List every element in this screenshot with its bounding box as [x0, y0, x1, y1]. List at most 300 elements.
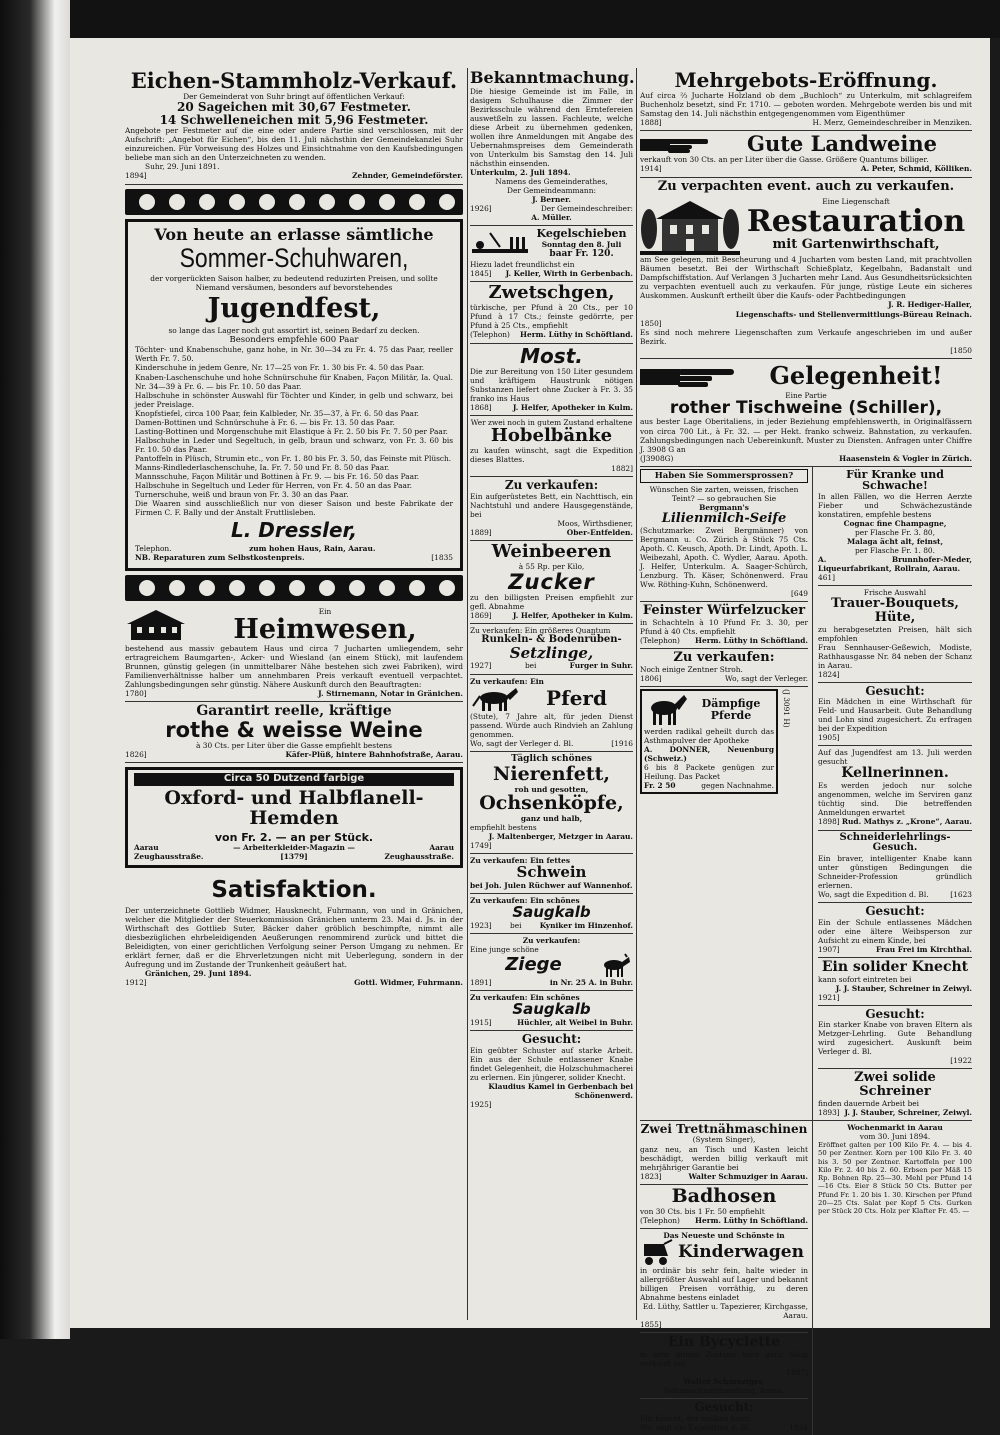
ad-bekanntmachung — [470, 68, 633, 226]
shoe-price-item: Mannsschuhe, Façon Militär und Bottinen à Fr. 9. — bis Fr. 16. 50 das Paar. — [135, 471, 420, 481]
shoe-price-item: Damen-Bottinen und Schnürschuhe à Fr. 6. — bis Fr. 13. 50 das Paar. — [135, 417, 395, 427]
ad-pferd — [470, 675, 633, 752]
ad-ziege — [470, 934, 633, 991]
ad-text: in ordinär bis sehr fein, halte wieder in allergrößter Auswahl auf Lager und bekannt billigen Preisen vorräthig, zu deren Abnahme bestens einladet — [640, 1266, 808, 1303]
ad-kegel — [470, 226, 633, 282]
ad-note: NB. Reparaturen zum Selbstkostenpreis. — [135, 553, 305, 563]
ad-text: Ein Mädchen in eine Wirthschaft für Feld- und Hausarbeit. Gute Behandlung und Lohn sind zugesichert. Zu erfragen bei der Expedition — [818, 697, 972, 734]
ad-signer: Zehnder, Gemeindeförster. — [352, 171, 463, 181]
restaurant-building-icon — [640, 193, 740, 255]
ad-ref: 1923] — [470, 920, 492, 930]
ad-ref: 1893] — [818, 1107, 840, 1117]
ad-ref: 1845] — [470, 269, 492, 279]
ad-ref: [1835 — [431, 553, 453, 563]
ad-text: zu herabgesetzten Preisen, hält sich empfohlen — [818, 624, 972, 643]
ad-street: Zeughausstraße. — [384, 852, 454, 862]
column-rule — [636, 68, 637, 1320]
ad-ref: 1850] — [640, 318, 662, 328]
ad-agency: Haasenstein & Vogler in Zürich. — [839, 453, 972, 463]
ad-lead: Das Neueste und Schönste in — [663, 1231, 785, 1241]
house-icon — [125, 608, 187, 642]
ad-signer: Herm. Lüthy in Schöftland. — [695, 1215, 808, 1225]
shoe-price-item: Kinderschuhe in jedem Genre, Nr. 17—25 von Fr. 1. 30 bis Fr. 4. 50 das Paar. — [135, 363, 425, 373]
ad-heimwesen — [125, 605, 463, 703]
ad-signer: Rud. Mathys z. „Krone“, Aarau. — [841, 817, 972, 827]
ad-prize: baar Fr. 120. — [549, 249, 614, 260]
ad-title: Zucker — [508, 569, 595, 594]
ad-text: (Stute), 7 Jahre alt, für jeden Dienst passend. Würde auch Rindvieh an Zahlung genommen. — [470, 711, 633, 739]
ad-zwetschgen — [470, 282, 633, 343]
ad-text: Noch einige Zentner Stroh. — [640, 664, 743, 674]
ad-weine — [125, 702, 463, 763]
ad-lead: Zu verkaufen: Ein — [470, 676, 544, 686]
ad-title: Runkeln- & Bodenrüben- — [481, 634, 622, 646]
ad-lead: Zu verkaufen: Ein schönes — [470, 993, 580, 1003]
ad-sign: J. Berner. — [532, 195, 571, 205]
ad-ref: 1921] — [818, 992, 840, 1002]
ad-title: Schneiderlehrlings-Gesuch. — [839, 831, 951, 854]
ad-signer: Klaudius Kamel in Gerbenbach bei Schönenwerd. — [488, 1081, 633, 1100]
ad-tel: Telephon. — [135, 544, 172, 553]
ad-signer: J. Maltenberger, Metzger in Aarau. — [488, 832, 633, 841]
ad-title: Wochenmarkt in Aarau — [847, 1122, 943, 1132]
ad-lead: Zu verkaufen: Ein größeres Quantum — [470, 626, 611, 636]
ad-ref: 1882] — [611, 463, 633, 473]
ad-lead: Frische Auswahl — [863, 588, 927, 598]
ad-title: Ziege — [505, 954, 562, 976]
ad-schneider — [818, 831, 972, 903]
column-left — [125, 68, 463, 990]
ad-ref: [1916 — [611, 738, 633, 748]
ad-text: Der Gemeinderat von Suhr bringt auf öffentlichen Verkauf: — [183, 92, 405, 102]
ad-note: Es sind noch mehrere Liegenschaften zum Verkaufe angeschrieben im und außer Bezirk. — [640, 327, 972, 346]
ad-signer: Furger in Suhr. — [569, 661, 633, 671]
ad-text: aus bester Lage Oberitaliens, in jeder Beziehung empfehlenswerth, in Originalfässern von circa 700 Lit., à Fr. 32. — per Hekt. franko schweiz. Bahnstation, zu verkaufen. Zahlungsbedingungen nach Uebereinkunft. Muster zu Diensten. Anfragen unter Chiffre J. 3908 G an — [640, 417, 972, 454]
ad-title: Weinbeeren — [491, 540, 612, 562]
scan-binding-edge — [0, 0, 70, 1339]
ad-kinderwagen — [640, 1229, 808, 1333]
ad-signer: Ed. Lüthy, Sattler u. Tapezierer, Kirchgasse, Aarau. — [642, 1302, 808, 1321]
ad-title: Kegelschieben — [536, 227, 627, 241]
ad-title: Setzlinge, — [509, 643, 594, 662]
ad-brand: Bergmann's — [699, 503, 749, 513]
ad-sign: Der Gemeindeschreiber: — [540, 204, 633, 214]
ad-text: von 30 Cts. bis 1 Fr. 50 empfiehlt — [640, 1206, 765, 1216]
ad-ref: 1889] — [470, 527, 492, 537]
ad-signer: J. J. Stauber, Schreiner in Zeiwyl. — [835, 983, 972, 993]
ad-text: kann sofort eintreten bei — [818, 974, 912, 984]
ad-zuverkaufen-bett — [470, 477, 633, 541]
ad-title: Nierenfett, — [492, 763, 610, 786]
ad-title: Most. — [520, 343, 583, 368]
ad-text: Angebote per Festmeter auf die eine oder andere Partie sind verschlossen, mit der Aufschrift: „Angebot für Eichen“, bis den 11. Juli nächsthin der Gemeindekanzlei Suhr einzureichen. Für Vorweisung des Holzes und Einsichtnahme von den Kaufsbedingungen beliebe man sich an den Unterzeichneten zu wenden. — [125, 126, 463, 163]
ad-text: werden radikal geheilt durch das Asthmapulver der Apotheke — [644, 727, 774, 746]
ad-ref: 1907] — [818, 944, 840, 954]
ad-title: Hobelbänke — [490, 424, 613, 446]
ad-text: Ein aufgerüstetes Bett, ein Nachttisch, ein Nachtstuhl und andere Hausgegenstände, bei — [470, 491, 633, 519]
ad-text: Hiezu ladet freundlichst ein — [470, 260, 575, 270]
ad-text: roh und gesotten, — [514, 784, 589, 794]
ad-lead: Garantirt reelle, kräftige — [196, 703, 392, 720]
ad-nierenfett — [470, 752, 633, 854]
ad-text: Die hiesige Gemeinde ist im Falle, in dasigem Schulhause die Zimmer der Bezirksschule während den Erntefereien auswetßeln zu lassen. Fachleute, welche diese Arbeit zu übernehmen gedenken, wollen ihre Anmeldungen mit Angabe des Uebernahmspreises dem Gemeinderath von Unterkulm bis Samstag den 14. Juli nächsthin einsenden. — [470, 86, 633, 169]
ad-signer: A. Brunnhofer-Meder, Liqueurfabrikant, Rollrain, Aarau. — [818, 555, 972, 574]
ad-title: Heimwesen, — [233, 613, 417, 645]
ad-text: türkische, per Pfund à 20 Cts., per 10 Pfund à 17 Cts.; feinste gedörrte, per Pfund à 25 Cts., empfiehlt — [470, 303, 633, 331]
ad-kellnerinnen — [818, 746, 972, 830]
ad-text: Ein starker Knabe von braven Eltern als Metzger-Lehrling. Gute Behandlung wird zugesichert. Auskunft beim Verleger d. Bl. — [818, 1020, 972, 1057]
ad-agent: Liegenschafts- und Stellenvermittlungs-Büreau Reinach. — [735, 309, 972, 319]
ad-saugkalb-2 — [470, 991, 633, 1031]
ad-signer: in Nr. 25 A. in Buhr. — [549, 977, 633, 987]
ad-signer: J. Keller, Wirth in Gerbenbach. — [505, 269, 633, 279]
ad-sub: Eine Partie — [785, 390, 827, 400]
ad-dateline: Suhr, 29. Juni 1891. — [145, 162, 220, 172]
ornamental-band — [125, 189, 463, 215]
ad-ref: [1922 — [950, 1056, 972, 1066]
ad-title: Gesucht: — [521, 1032, 582, 1047]
ad-ref: 1915] — [470, 1017, 492, 1027]
ad-ref: 1780] — [125, 689, 147, 699]
ad-ref: 1912] — [125, 978, 147, 988]
ad-text: verkauft von 30 Cts. an per Liter über die Gasse. Größere Quantums billiger. — [640, 155, 929, 165]
ad-ref: 1925] — [470, 1100, 492, 1109]
ad-title: Mehrgebots-Eröffnung. — [674, 68, 938, 92]
ad-ref: 1855] — [640, 1320, 662, 1330]
ad-ref: 461] — [818, 573, 835, 583]
ad-gesucht-maedchen — [818, 683, 972, 747]
ad-lead: Wer zwei noch in gutem Zustand erhaltene — [470, 417, 633, 427]
ad-title: Zwei solide Schreiner — [854, 1070, 936, 1099]
ad-markt — [818, 1121, 972, 1219]
ad-ref: 1891] — [470, 977, 492, 987]
ad-ref: 1926] — [470, 204, 492, 214]
ad-text: empfiehlt bestens — [470, 822, 537, 832]
ad-schuhwaren — [125, 219, 463, 571]
ad-title: Zu verkaufen: — [504, 477, 599, 492]
ad-signer: Walter Schmuziger in Aarau. — [688, 1171, 808, 1181]
ad-text: am See gelegen, mit Bescheurung und 4 Jucharten vom besten Land, mit prachtvollen Bäumen besetzt. Bei der Wirthschaft Schießplatz, Kegelbahn, Badanstalt und Dampfschiffstation. Auf Verlangen 3 Jucharten mehr Land. Aus Gesundheitsrücksichten zu verpachten eventuell auch zu verkaufen. Für junge, rüstige Leute ein sicheres Auskommen. Auskunft ertheilt über die Kaufs- oder Pachtbedingungen — [640, 255, 972, 301]
ad-text: Besonders empfehle 600 Paar — [229, 335, 359, 346]
ad-title: Pferd — [546, 686, 607, 711]
ad-text: Ein geübter Schuster auf starke Arbeit. Ein aus der Schule entlassener Knabe findet Gelegenheit, die Holzschuhmacherei zu erlernen. Ein jüngerer, solider Knecht. — [470, 1045, 633, 1082]
row-split — [640, 467, 972, 1121]
column-middle — [470, 68, 633, 1112]
ad-hemden — [125, 767, 463, 867]
ad-title: Lilienmilch-Seife — [661, 511, 787, 527]
ad-mehrgebot — [640, 68, 972, 131]
shoe-price-item: Halbschuhe in schönster Auswahl für Töchter und Kinder, in gelb und schwarz, bei jeder Preislage. — [135, 390, 453, 409]
ad-ref: 1869] — [470, 610, 492, 620]
ad-title: Ein Bycyclette — [667, 1334, 781, 1351]
ad-city: Aarau — [429, 843, 454, 853]
ad-item: per Flasche Fr. 3. 80, — [854, 528, 935, 538]
ad-ref: 1914] — [640, 164, 662, 174]
ad-ref: 1823] — [640, 1171, 662, 1181]
ad-date: vom 30. Juni 1894. — [859, 1131, 931, 1141]
ad-lead: Circa 50 Dutzend farbige — [134, 773, 454, 786]
ad-kranke — [818, 467, 972, 586]
ad-lead: Zu verkaufen: Ein fettes — [470, 856, 571, 866]
ad-signer: Frau Frei im Kirchthal. — [876, 944, 972, 954]
ad-title: rothe & weisse Weine — [165, 717, 423, 742]
ad-hobel — [470, 416, 633, 477]
ad-bicyclette — [640, 1333, 808, 1399]
ad-signer: Kyniker im Hinzenhof. — [539, 920, 633, 930]
ad-text: In allen Fällen, wo die Herren Aerzte Fieber und Schwächezustände konstatiren, empfehle bestens — [818, 491, 972, 519]
ad-weinbeeren — [470, 541, 633, 624]
ad-title: Ochsenköpfe, — [479, 792, 624, 814]
ad-ref: 1905] — [818, 733, 840, 743]
ad-text: (Schutzmarke: Zwei Bergmänner) von Bergmann u. Co. Zürich à Stück 75 Cts. Apoth. C. Keusch, Apoth. Dr. Lindt, Apoth. L. Weibezahl, Apoth. C. Wydler, Aarau. Apoth. J. Helfer, Unterkulm. A. Saager-Schürch, Lenzburg. Th. Käser, Schönenwerd. Frau Ww. Röthing-Kuhn, Schönenwerd. — [640, 525, 808, 590]
ad-title: Zu verkaufen: — [673, 650, 775, 666]
ad-text: 6 bis 8 Packete genügen zur Heilung. Das Packet — [644, 763, 774, 782]
ad-where: Wo, sagt der Verleger. — [725, 673, 808, 683]
ad-title: Saugkalb — [512, 902, 591, 921]
ad-title: Satisfaktion. — [211, 876, 377, 903]
ad-line: 20 Sageichen mit 30,67 Festmeter. — [177, 100, 411, 115]
ad-address: zum hohen Haus, Rain, Aarau. — [249, 544, 376, 553]
shoe-price-item: Halbschuhe in Leder und Segeltuch, in gelb, braun und schwarz, von Fr. 3. 60 bis Fr. 10. 50 das Paar. — [135, 435, 453, 454]
ad-date: Sonntag den 8. Juli — [541, 240, 622, 250]
ad-pferde — [640, 687, 808, 797]
ad-title: Saugkalb — [512, 1000, 591, 1019]
ad-text: ganz und halb, — [520, 813, 583, 823]
ad-agent: J. R. Hediger-Haller, — [888, 300, 972, 310]
ad-sign: Der Gemeindeammann: — [507, 186, 596, 196]
ad-restauration — [640, 178, 972, 359]
ad-place: Ober-Entfelden. — [566, 527, 633, 537]
ad-text: Auf circa ⅔ Jucharte Holzland ob dem „Buchloch“ zu Unterkulm, mit schlagreifem Buchenholz besetzt, sind Fr. 1710. — geboten worden. Mehrgebote werden bis und mit Samstag den 14. Juli nächsthin entgegengenommen vom Eigenthümer — [640, 91, 972, 119]
ad-where: Wo, sagt die Expedition d. Bl. — [640, 1422, 751, 1432]
ad-title: Sommer-Schuhwaren, — [179, 243, 409, 274]
ad-signer: Nähmaschinenhandlung, Aarau. — [663, 1386, 785, 1396]
ad-ref: [1623 — [950, 889, 972, 899]
ad-title: Zwei Trettnähmaschinen — [640, 1121, 808, 1136]
ad-sign: A. Müller. — [531, 213, 572, 223]
ad-ref: 1806] — [640, 673, 662, 683]
ad-signer: Walter Schmuziger, — [683, 1377, 765, 1387]
ad-text: finden dauernde Arbeit bei — [818, 1098, 920, 1108]
ad-saugkalb-1 — [470, 894, 633, 934]
ad-dateline: Unterkulm, 2. Juli 1894. — [470, 168, 571, 178]
ad-signer: Moos, Wirthsdiener, — [557, 518, 633, 528]
ad-signer: J. Helfer, Apotheker in Kulm. — [512, 402, 633, 412]
ad-text: Wünschen Sie zarten, weissen, frischen Teint? — so gebrauchen Sie — [649, 485, 799, 504]
scan-top-edge — [0, 0, 1000, 38]
ad-ref: 1894] — [125, 171, 147, 181]
horse-icon — [644, 693, 688, 727]
ad-sub: Eine Liegenschaft — [822, 197, 890, 207]
ad-title: Feinster Würfelzucker — [642, 603, 806, 619]
ad-sign: Namens des Gemeinderathes, — [495, 177, 608, 187]
ad-lead: Zu verkaufen: — [522, 935, 581, 945]
ad-item: per Flasche Fr. 1. 80. — [854, 546, 935, 556]
ad-text: Ein braver, intelligenter Knabe kann unter günstigen Bedingungen die Schneider-Profession gründlich erlernen. — [818, 853, 972, 890]
ad-signer: A. Peter, Schmid, Kölliken. — [860, 164, 972, 174]
ornamental-band — [125, 575, 463, 601]
ad-naehmaschinen — [640, 1121, 808, 1185]
ad-text: Es werden jedoch nur solche angenommen, welche im Serviren ganz tüchtig sind. Die betreffenden Anmeldungen erwartet — [818, 781, 972, 818]
bowling-alley-icon — [470, 229, 530, 259]
ad-signer: J. Helfer, Apotheker in Kulm. — [512, 610, 633, 620]
ad-street: Zeughausstraße. — [134, 852, 204, 862]
ad-text: zu kaufen wünscht, sagt die Expedition dieses Blattes. — [470, 445, 633, 464]
ad-lead: Auf das Jugendfest am 13. Juli werden gesucht — [818, 748, 972, 767]
ad-satisfaktion — [125, 872, 463, 991]
ad-title: Gesucht: — [865, 1006, 925, 1021]
ad-tel: (Telephon) — [640, 1215, 680, 1225]
ad-signer: Gottl. Widmer, Fuhrmann. — [354, 978, 463, 988]
ad-title: Trauer-Bouquets, Hüte, — [831, 596, 959, 625]
ad-title: Schwein — [516, 863, 587, 882]
ad-question: Haben Sie Sommersprossen? — [654, 470, 794, 481]
ad-maker: A. DONNER, Neuenburg (Schweiz.) — [644, 745, 774, 764]
ad-title: Kinderwagen — [678, 1242, 804, 1263]
ad-metzger — [818, 1006, 972, 1070]
ad-title: Gute Landweine — [747, 131, 937, 157]
ad-item: Cognac fine Champagne, — [843, 519, 947, 529]
ad-product: rother Tischweine (Schiller), — [669, 397, 943, 418]
shoe-price-item: Pantoffeln in Plüsch, Strumin etc., von Fr. 1. 80 bis Fr. 3. 50, das Feinste mit Plüsch. — [135, 453, 452, 463]
ad-price: Fr. 2 50 — [644, 781, 676, 791]
ad-kicker: Zu verpachten event. auch zu verkaufen. — [657, 178, 955, 194]
ad-knecht — [818, 958, 972, 1006]
ad-text: bestehend aus massiv gebautem Haus und circa 7 Jucharten umliegendem, sehr ertragreichem Baumgarten-, Acker- und Wiesland (an einem Stück), mit laufendem Brunnen, günstig gelegen (in unmittelbarer Nähe bestehen sich zwei Fabriken), wird Familienverhältnisse halber um annehmbaren Preis verkauft eventuell verpachtet. Zahlungsbedingungen sehr günstig. Nähere Auskunft durch den Beauftragten: — [125, 643, 463, 689]
ad-dateline: Gränichen, 29. Juni 1894. — [145, 969, 252, 979]
shoe-price-item: Knaben-Laschenschuhe und hohe Schnürschuhe für Knaben, Façon Militär, Ia. Qual. Nr. 34—39 à Fr. 6. — bis Fr. 10. 50 das Paar. — [135, 372, 453, 391]
ad-subtitle: mit Gartenwirthschaft, — [772, 236, 940, 252]
ad-ref: [1850 — [950, 345, 972, 355]
shoe-price-item: Manns-Rindlederlaschenschuhe, Ia. Fr. 7. 50 und Fr. 8. 50 das Paar. — [135, 462, 390, 472]
ad-runkeln — [470, 624, 633, 675]
ad-title: Dämpfige Pferde — [701, 697, 761, 723]
pointing-hand-icon — [640, 361, 740, 391]
ad-merchant: L. Dressler, — [230, 518, 358, 542]
ad-line: 14 Schwelleneichen mit 5,96 Festmeter. — [159, 112, 429, 127]
ad-title: Badhosen — [671, 1184, 777, 1207]
ad-title: Gesucht: — [865, 683, 925, 698]
ad-title: Gelegenheit! — [769, 361, 943, 390]
ad-landweine — [640, 131, 972, 177]
pram-icon — [640, 1240, 674, 1266]
ad-ref: 1927] — [470, 661, 492, 671]
ad-stroh — [640, 649, 808, 687]
ad-signer: Käfer-Plüß, hintere Bahnhofstraße, Aarau. — [285, 750, 463, 760]
ad-ref: [1379] — [280, 852, 308, 862]
ad-gesucht-melken — [640, 1399, 808, 1435]
ad-title: Restauration — [746, 204, 966, 240]
goat-icon — [597, 954, 633, 978]
ad-signer: Frau Sennhauser-Geßewich, Modiste, Rathhausgasse Nr. 84 neben der Schanz in Aarau. — [818, 642, 972, 670]
ad-lead: Von heute an erlasse sämtliche — [154, 224, 434, 244]
ad-title: Gesucht: — [865, 903, 925, 918]
ad-schreiner — [818, 1069, 972, 1120]
ad-title: Zwetschgen, — [488, 282, 615, 304]
column-right — [640, 68, 972, 1435]
ad-trauer — [818, 586, 972, 682]
ad-gelegenheit — [640, 359, 972, 467]
ad-title: Ein solider Knecht — [821, 958, 969, 975]
ad-text: der vorgerückten Saison halber, zu bedeutend reduzirten Preisen, und sollte Niemand versäumen, besonders auf bevorstehendes — [150, 273, 438, 292]
ad-ref: 1826] — [125, 750, 147, 760]
ad-ref: 1749] — [470, 841, 492, 851]
ad-text: Der unterzeichnete Gottlieb Widmer, Hausknecht, Fuhrmann, von und in Gränichen, welcher die Mitglieder der Steuerkommission Gränichen unterm 23. Mai d. Js. in der Wirthschaft des Gottlieb Suter, Bäcker daher gröblich beschimpfte, nimmt alle diesbezüglichen ehrbeleidigenden Aeußerungen renommirend zurück und bittet die Beleidigten, von einer gerichtlichen Verfolgung seiner Person Umgang zu nehmen. Er erklärt ferner, daß er die Ehrverletzungen nicht mit Ueberlegung, sondern in der Aufregung und im Zustande der Trunkenheit geäußert hat. — [125, 905, 463, 970]
ad-text: bei — [524, 661, 537, 671]
ad-ref: (J3908G) — [640, 453, 674, 463]
ad-text: in sehr gutem Zustand wird ganz billig verkauft bei — [640, 1349, 808, 1368]
shoe-price-item: Lasting-Bottinen und Morgenschuhe mit Elastique à Fr. 2. 50 bis Fr. 7. 50 per Paar. — [135, 426, 448, 436]
ad-gesucht-weib — [818, 903, 972, 958]
ad-sub: Ein — [318, 606, 332, 616]
row-split-bottom — [640, 1121, 972, 1435]
shoe-price-item: Turnerschuhe, weiß und braun von Fr. 3. 30 an das Paar. — [135, 489, 349, 499]
ad-signer: Hüchler, alt Weibel in Buhr. — [517, 1017, 633, 1027]
ad-most — [470, 344, 633, 416]
ad-text: Die Waaren sind ausschließlich nur von dieser Saison und beste Fabrikate der Firmen C. F. Bally und der Anstalt Fruttlisleben. — [135, 498, 453, 517]
ad-signer: J. J. Stauber, Schreiner, Zeiwyl. — [844, 1107, 972, 1117]
ad-text: à 30 Cts. per Liter über die Gasse empfiehlt bestens — [196, 741, 392, 751]
ad-ref: [649 — [791, 589, 808, 599]
ad-title: Gesucht: — [694, 1400, 754, 1415]
ad-city: Aarau — [134, 843, 159, 853]
shoe-price-item: Knopfstiefel, circa 100 Paar, fein Kalbleder, Nr. 35—37, à Fr. 6. 50 das Paar. — [135, 408, 420, 418]
ad-text: Eröffnet galten per 100 Kilo Fr. 4. — bis 4. 50 per Zentner. Korn per 100 Kilo Fr. 3. 40 bis 3. 50 per Zentner. Kartoffeln per 100 Kilo Fr. 2. 40 bis 2. 60. Erbsen per Mäß 15 Rp. Bohnen Rp. 25—30. Mehl per Pfund 14—16 Cts. Eier 8 Stück 50 Cts. Butter per Pfund Fr. 1. 20 bis 1. 30. Kirschen per Pfund 20—25 Cts. Salat per Kopf 5 Cts. Gurken per Stück 20 Cts. Holz per Klafter Fr. 45. — — [818, 1140, 972, 1216]
ad-ref: 1824] — [818, 669, 840, 679]
ad-ref: (J 3091 H) — [782, 689, 792, 728]
ad-wuerfel — [640, 602, 808, 649]
shoe-price-item: Halbschuhe in Segeltuch und Leder für Herren, von Fr. 4. 50 an das Paar. — [135, 480, 412, 490]
ad-lead: Zu verkaufen: Ein schönes — [470, 895, 580, 905]
newspaper-page — [70, 38, 990, 1432]
ad-title: Kellnerinnen. — [841, 765, 949, 782]
ad-where: Wo, sagt der Verleger d. Bl. — [470, 738, 574, 748]
ad-signer: J. Stirnemann, Notar in Gränichen. — [318, 689, 463, 699]
ad-schwein — [470, 854, 633, 894]
ad-text: ganz neu, an Tisch und Kasten leicht beschädigt, werden billig verkauft mit mehrjähriger Garantie bei — [640, 1144, 808, 1172]
ad-ref: 1887] — [786, 1368, 808, 1378]
ad-text: Ein der Schule entlassenes Mädchen oder eine ältere Weibsperson zur Aufsicht zu einem Kinde, bei — [818, 917, 972, 945]
ad-text: zu den billigsten Preisen empfiehlt zur gefl. Abnahme — [470, 592, 633, 611]
ad-sub: (System Singer), — [692, 1135, 756, 1145]
ad-signer: Herm. Lüthy in Schöftland. — [695, 635, 808, 645]
ad-sommersprossen — [640, 467, 808, 602]
ad-badhosen — [640, 1185, 808, 1229]
ad-eichen — [125, 68, 463, 185]
ad-signer: bei Joh. Julen Rüchwer auf Wannenhof. — [470, 880, 633, 890]
ad-text: Ein Knecht, der melken kann. — [640, 1413, 752, 1423]
ad-text: Die zur Bereitung von 150 Liter gesundem und kräftigem Haustrunk nötigen Substanzen liefert ohne Zucker à Fr. 3. 35 franko ins Haus — [470, 366, 633, 403]
ad-where: Wo, sagt die Expedition d. Bl. — [818, 889, 929, 899]
shoe-price-list — [135, 345, 453, 499]
ad-sub: Eine junge schöne — [470, 944, 539, 954]
ad-signer: Herm. Lüthy in Schöftland. — [520, 330, 633, 340]
ad-ref: 1868] — [470, 402, 492, 412]
ad-item: Malaga ächt alt, feinst, — [846, 537, 944, 547]
ad-title: Bekanntmachung. — [470, 68, 635, 87]
ad-text: gegen Nachnahme. — [701, 781, 774, 791]
pointing-hand-icon — [640, 133, 712, 155]
ad-lead: Täglich schönes — [511, 754, 592, 765]
ad-price: à 55 Rp. per Kilo, — [518, 561, 585, 571]
ad-tel: (Telephon) — [640, 635, 680, 645]
ad-ref: 1888] — [640, 118, 662, 128]
ad-ref: 1898] — [818, 817, 840, 827]
ad-event: Jugendfest, — [207, 292, 381, 324]
horse-icon — [470, 686, 520, 712]
ad-gesucht-schuster — [470, 1031, 633, 1112]
ad-shop: — Arbeiterkleider-Magazin — — [233, 843, 355, 853]
